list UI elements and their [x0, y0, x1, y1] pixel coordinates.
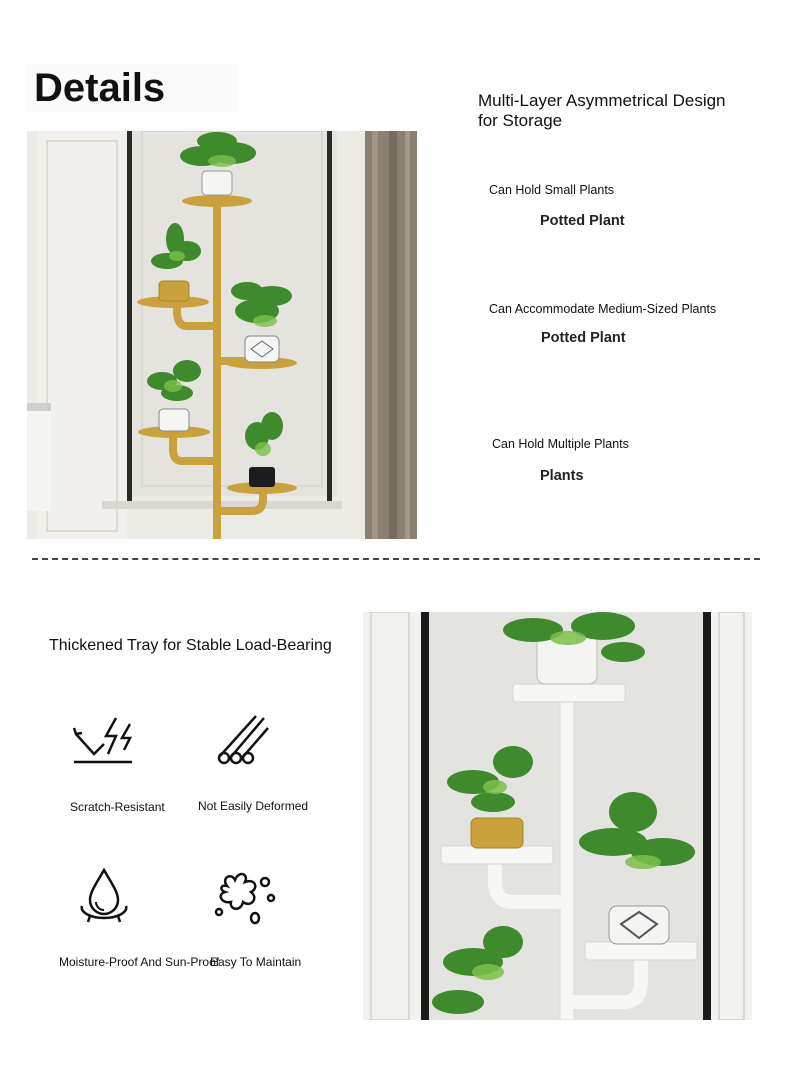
moisture-proof-caption: Moisture-Proof And Sun-Proof [59, 955, 220, 969]
not-deformed-icon [214, 712, 272, 768]
easy-maintain-icon [213, 868, 277, 926]
feature-label-medium: Can Accommodate Medium-Sized Plants [489, 302, 717, 316]
scratch-resistant-icon [72, 714, 134, 766]
page-title: Details [26, 64, 238, 112]
layer-design-heading [478, 91, 758, 131]
easy-maintain-caption: Easy To Maintain [210, 955, 302, 969]
feature-value-small: Potted Plant [540, 213, 625, 229]
moisture-proof-icon [76, 866, 132, 926]
gold-plant-stand-photo [27, 131, 417, 539]
feature-value-medium: Potted Plant [541, 330, 626, 346]
thickened-tray-heading: Thickened Tray for Stable Load-Bearing [49, 637, 332, 654]
feature-label-multiple: Can Hold Multiple Plants [492, 437, 629, 451]
layer-design-heading-line1: Multi-Layer Asymmetrical Design [478, 91, 726, 110]
section-divider [32, 558, 760, 560]
white-plant-stand-photo [363, 612, 752, 1020]
white-plant-stand-illustration [363, 612, 752, 1020]
not-deformed-caption: Not Easily Deformed [198, 799, 309, 813]
feature-value-multiple: Plants [540, 468, 584, 484]
layer-design-heading-line2: for Storage [478, 111, 563, 130]
feature-label-small: Can Hold Small Plants [489, 183, 615, 197]
scratch-resistant-caption: Scratch-Resistant [70, 800, 165, 814]
gold-plant-stand-illustration [27, 131, 417, 539]
